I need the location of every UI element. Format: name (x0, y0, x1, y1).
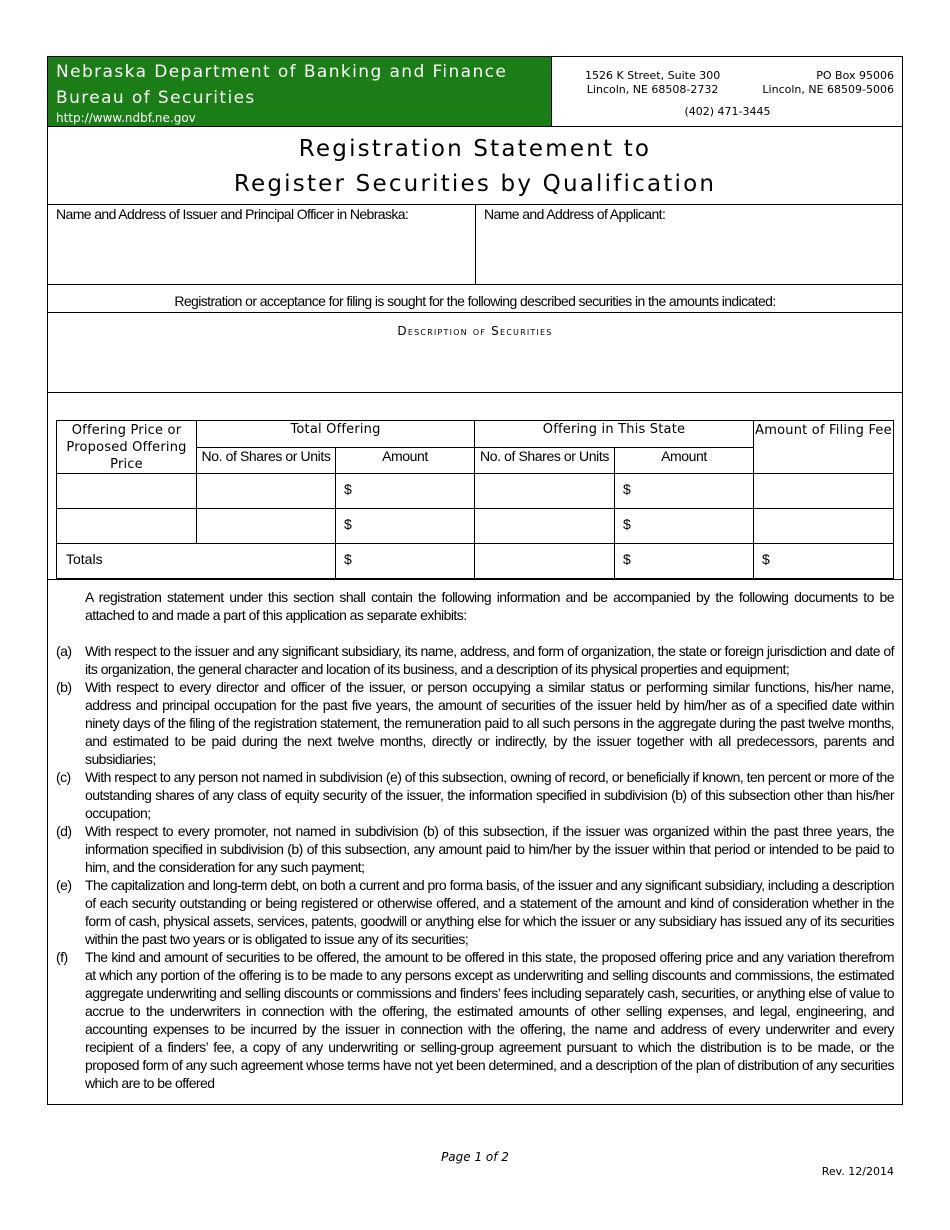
list-item: (f) The kind and amount of securities to be offered, the amount to be offered in this state, the proposed offering price and any variation therefrom at which any portion of the offering is to be made to any persons except as underwriting and selling discounts and commissions, the estimated aggregate underwriting and selling discounts or commissions and finders’ fees including separately cash, securities, or anything else of value to accrue to the underwriters in connection with the offering, the estimated amounts of other selling expenses, and legal, engineering, and accounting expenses to be incurred by the issuer in connection with the offering, the name and address of every underwriter and every recipient of a finders’ fee, a copy of any underwriting or selling-group agreement pursuant to which the distribution is to be made, or the proposed form of any such agreement whose terms have not yet been determined, and a description of the plan of distribution of any securities which are to be offered (56, 949, 894, 1091)
title-line-1: Registration Statement to (298, 136, 652, 162)
fee-cell[interactable] (754, 509, 894, 544)
state-shares-cell[interactable] (475, 509, 615, 544)
agency-address (553, 57, 902, 126)
header-filing-fee: Amount of Filing Fee (754, 421, 894, 474)
instructions-intro: A registration statement under this section shall contain the following information and be accompanied by the following documents to be attached to and made a part of this application as separate exhibits: (85, 589, 894, 623)
applicant-label: Name and Address of Applicant: (484, 206, 666, 222)
agency-phone: (402) 471-3445 (684, 105, 771, 118)
registration-form (47, 56, 903, 1105)
list-item: (e) The capitalization and long-term debt, on both a current and pro forma basis, of the issuer and any significant subsidiary, including a description of each security outstanding or being registered or otherwise offered, and a statement of the amount and kind of consideration whether in the form of cash, physical assets, services, patents, goodwill or anything else for which the issuer or any subsidiary has issued any of its securities within the past two years or is obligated to issue any of its securities; (56, 877, 894, 947)
totals-fee[interactable]: $ (754, 544, 894, 579)
agency-banner (48, 57, 552, 126)
fee-cell[interactable] (754, 474, 894, 509)
totals-total-amount[interactable]: $ (336, 544, 475, 579)
table-row (57, 509, 894, 544)
header-offering-in-state: Offering in This State (475, 421, 754, 448)
form-header (48, 57, 902, 127)
agency-name: Nebraska Department of Banking and Finance (56, 62, 508, 82)
state-amount-cell[interactable]: $ (615, 509, 754, 544)
street-address: 1526 K Street, Suite 300 Lincoln, NE 68508-2732 (585, 69, 721, 96)
total-shares-cell[interactable] (197, 509, 336, 544)
form-title (48, 127, 902, 205)
header-state-shares: No. of Shares or Units (475, 447, 615, 474)
sought-statement: Registration or acceptance for filing is sought for the following described securities in the amounts indicated: (48, 285, 902, 313)
header-state-amount: Amount (615, 447, 754, 474)
table-row (57, 474, 894, 509)
title-line-2: Register Securities by Qualification (233, 171, 717, 197)
header-total-amount: Amount (336, 447, 475, 474)
totals-row (57, 544, 894, 579)
header-total-offering: Total Offering (197, 421, 475, 448)
total-shares-cell[interactable] (197, 474, 336, 509)
issuer-label: Name and Address of Issuer and Principal Officer in Nebraska: (56, 206, 409, 222)
price-cell[interactable] (57, 509, 197, 544)
issuer-field[interactable] (48, 205, 476, 284)
totals-state-shares[interactable] (475, 544, 615, 579)
list-item: (a) With respect to the issuer and any significant subsidiary, its name, address, and form of organization, the state or foreign jurisdiction and date of its organization, the general character and location of its business, and a description of its physical properties and equipment; (56, 643, 894, 677)
totals-state-amount[interactable]: $ (615, 544, 754, 579)
header-total-shares: No. of Shares or Units (197, 447, 336, 474)
agency-url[interactable]: http://www.ndbf.ne.gov (56, 111, 196, 125)
state-amount-cell[interactable]: $ (615, 474, 754, 509)
po-box-address: PO Box 95006 Lincoln, NE 68509-5006 (762, 69, 894, 96)
names-section (48, 205, 902, 285)
price-cell[interactable] (57, 474, 197, 509)
page-number: Page 1 of 2 (441, 1150, 509, 1164)
totals-label: Totals (57, 544, 336, 579)
state-shares-cell[interactable] (475, 474, 615, 509)
bureau-name: Bureau of Securities (56, 88, 256, 108)
instructions-section (48, 579, 902, 1105)
description-label: Description of Securities (397, 324, 553, 338)
revision-date: Rev. 12/2014 (821, 1165, 894, 1178)
list-item: (b) With respect to every director and officer of the issuer, or person occupying a similar status or performing similar functions, his/her name, address and principal occupation for the past five years, the amount of securities of the issuer held by him/her as of a specified date within ninety days of the filing of the registration statement, the remuneration paid to all such persons in the aggregate during the past twelve months, and estimated to be paid during the next twelve months, directly or indirectly, by the issuer together with all predecessors, parents and subsidiaries; (56, 679, 894, 767)
offering-table (56, 420, 894, 579)
list-item: (c) With respect to any person not named in subdivision (e) of this subsection, owning of record, or beneficially if known, ten percent or more of the outstanding shares of any class of equity security of the issuer, the information specified in subdivision (b) of this subsection other than his/her occupation; (56, 769, 894, 821)
total-amount-cell[interactable]: $ (336, 509, 475, 544)
list-item: (d) With respect to every promoter, not named in subdivision (b) of this subsection, if the issuer was organized within the past three years, the information specified in subdivision (b) of this subsection, any amount paid to him/her by the issuer within that period or intended to be paid to him, and the consideration for any such payment; (56, 823, 894, 875)
header-offering-price: Offering Price or Proposed Offering Price (57, 421, 197, 474)
applicant-field[interactable] (476, 205, 902, 284)
total-amount-cell[interactable]: $ (336, 474, 475, 509)
description-field[interactable] (48, 313, 902, 393)
